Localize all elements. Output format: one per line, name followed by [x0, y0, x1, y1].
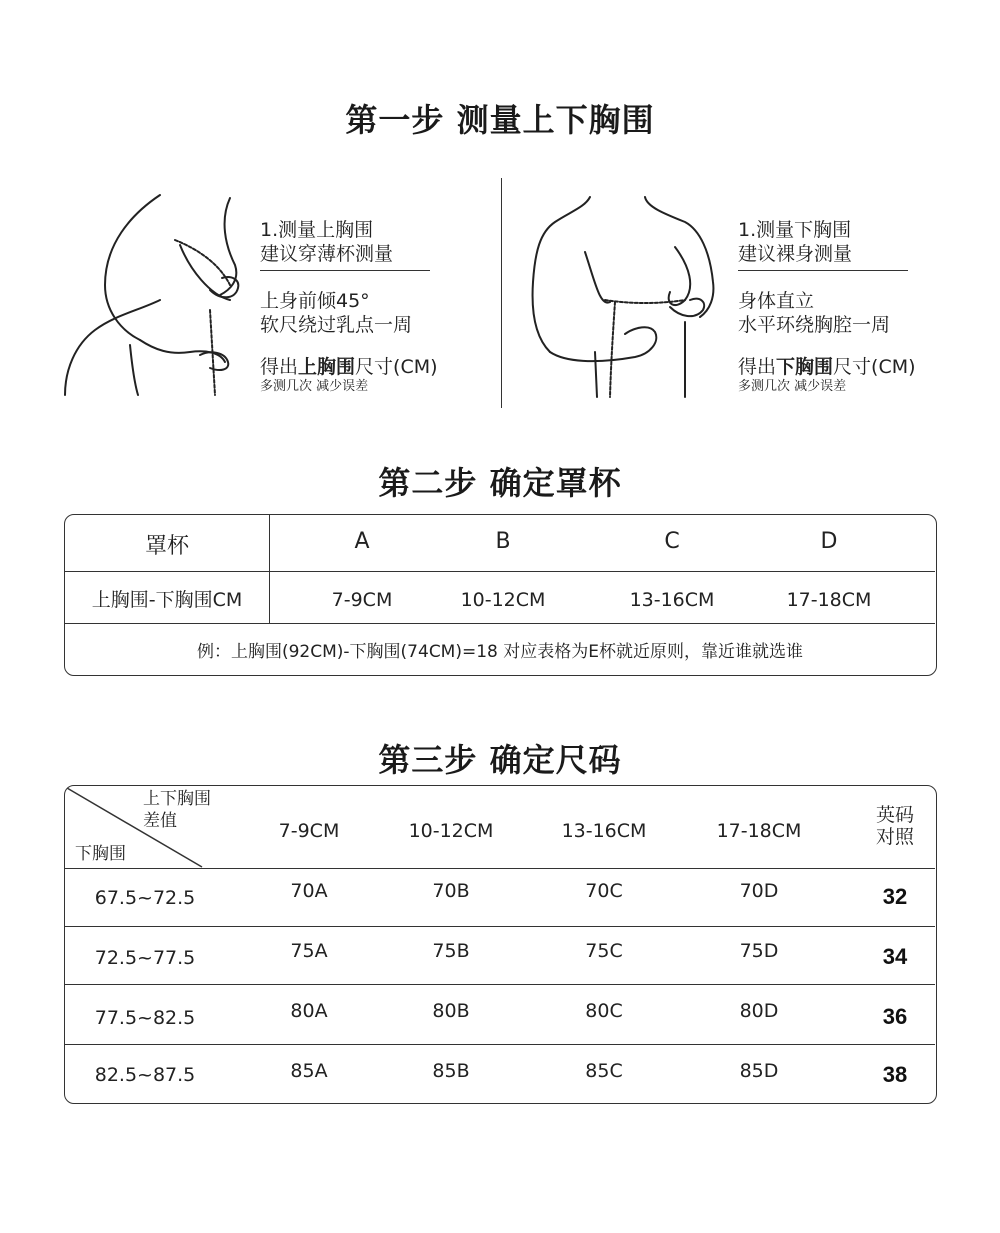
col-uk — [855, 804, 935, 848]
right-instructions — [738, 218, 916, 395]
left-result-prefix: 得出 — [260, 356, 299, 378]
size-70b: 70B — [432, 880, 470, 902]
right-result-suffix: 尺寸(CM) — [833, 356, 916, 378]
uk-38: 38 — [882, 1062, 908, 1087]
col-7-9: 7-9CM — [278, 820, 340, 842]
cup-table-rule-1 — [65, 571, 935, 572]
range-d: 17-18CM — [786, 589, 872, 611]
size-80d: 80D — [739, 1000, 779, 1022]
uk-36: 36 — [882, 1004, 908, 1029]
corner-bottom: 下胸围 — [75, 844, 126, 864]
size-70c: 70C — [585, 880, 623, 902]
size-85d: 85D — [739, 1060, 779, 1082]
corner-top — [143, 788, 211, 832]
col-10-12: 10-12CM — [408, 820, 494, 842]
band-row-1: 67.5~72.5 — [94, 887, 196, 909]
corner-top-line1: 上下胸围 — [143, 789, 211, 809]
right-note: 多测几次 减少误差 — [738, 379, 847, 394]
size-75a: 75A — [290, 940, 328, 962]
size-70a: 70A — [290, 880, 328, 902]
cup-table-rule-2 — [65, 623, 935, 624]
right-line1: 1.测量下胸围 — [738, 219, 852, 241]
band-row-2: 72.5~77.5 — [94, 947, 196, 969]
step3-title: 第三步 确定尺码 — [378, 741, 622, 779]
cup-header-label: 罩杯 — [144, 534, 189, 559]
size-table-rule-1 — [65, 868, 935, 869]
size-80a: 80A — [290, 1000, 328, 1022]
left-line1: 1.测量上胸围 — [260, 219, 374, 241]
right-line3: 身体直立 — [738, 290, 815, 312]
size-85c: 85C — [585, 1060, 623, 1082]
left-result-suffix: 尺寸(CM) — [355, 356, 438, 378]
uk-32: 32 — [882, 884, 908, 909]
size-80b: 80B — [432, 1000, 470, 1022]
uk-34: 34 — [882, 944, 908, 969]
right-result-prefix: 得出 — [738, 356, 777, 378]
left-instructions — [260, 218, 438, 395]
right-result — [738, 355, 916, 379]
range-a: 7-9CM — [331, 589, 393, 611]
band-row-4: 82.5~87.5 — [94, 1064, 196, 1086]
size-table-rule-3 — [65, 984, 935, 985]
cup-table — [64, 514, 937, 676]
left-result-bold: 上胸围 — [298, 356, 356, 378]
size-75c: 75C — [585, 940, 623, 962]
cup-a: A — [354, 529, 370, 554]
col-13-16: 13-16CM — [561, 820, 647, 842]
diff-row-label: 上胸围-下胸围CM — [91, 589, 243, 611]
size-75b: 75B — [432, 940, 470, 962]
size-75d: 75D — [739, 940, 779, 962]
size-table — [64, 785, 937, 1104]
right-line4: 水平环绕胸腔一周 — [738, 314, 891, 336]
right-line2: 建议裸身测量 — [738, 242, 908, 271]
left-line2: 建议穿薄杯测量 — [260, 242, 430, 271]
cup-example-note: 例：上胸围(92CM)-下胸围(74CM)=18 对应表格为E杯就近原则，靠近谁就选谁 — [196, 642, 804, 662]
upper-bust-measure-illustration — [60, 190, 250, 400]
step2-title: 第二步 确定罩杯 — [378, 464, 622, 502]
col-uk-line1: 英码 — [875, 804, 914, 826]
cup-table-vrule — [269, 515, 270, 623]
step1-title: 第一步 测量上下胸围 — [345, 101, 655, 139]
left-line3: 上身前倾45° — [260, 290, 370, 312]
right-result-bold: 下胸围 — [776, 356, 834, 378]
col-uk-line2: 对照 — [875, 826, 914, 848]
range-c: 13-16CM — [629, 589, 715, 611]
size-85b: 85B — [432, 1060, 470, 1082]
left-result — [260, 355, 438, 379]
cup-b: B — [495, 529, 511, 554]
size-70d: 70D — [739, 880, 779, 902]
corner-top-line2: 差值 — [143, 811, 177, 831]
size-table-rule-4 — [65, 1044, 935, 1045]
cup-c: C — [664, 529, 680, 554]
left-line4: 软尺绕过乳点一周 — [260, 314, 413, 336]
cup-d: D — [820, 529, 838, 554]
left-note: 多测几次 减少误差 — [260, 379, 369, 394]
col-17-18: 17-18CM — [716, 820, 802, 842]
size-table-rule-2 — [65, 926, 935, 927]
size-80c: 80C — [585, 1000, 623, 1022]
band-row-3: 77.5~82.5 — [94, 1007, 196, 1029]
range-b: 10-12CM — [460, 589, 546, 611]
step1-divider — [501, 178, 502, 408]
size-85a: 85A — [290, 1060, 328, 1082]
under-bust-measure-illustration — [525, 192, 725, 402]
